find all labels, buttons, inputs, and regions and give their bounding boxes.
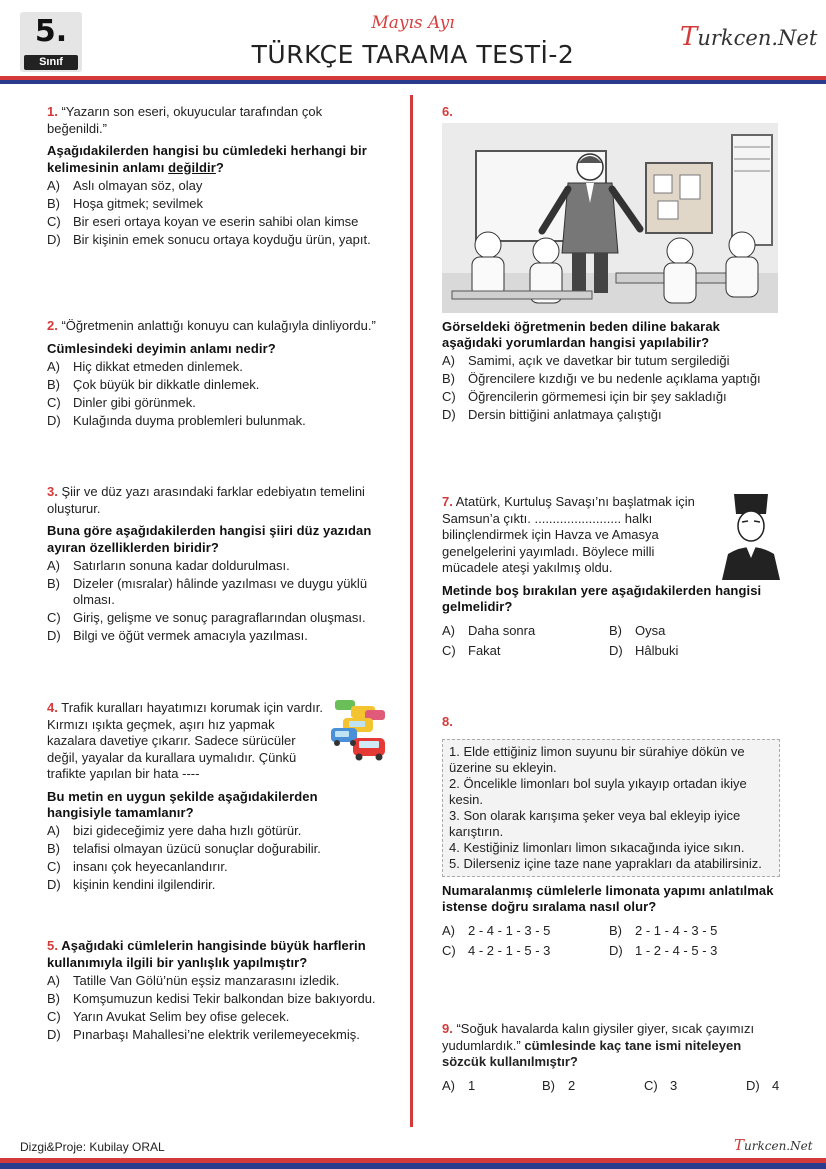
question-prompt: Bu metin en uygun şekilde aşağıdakilerden hangisiyle tamamlanır?: [47, 788, 318, 820]
option-d[interactable]: D) Bir kişinin emek sonucu ortaya koyduğu ürün, yapıt.: [47, 231, 371, 247]
option-a[interactable]: A) Tatille Van Gölü’nün eşsiz manzarasını izledik.: [47, 972, 340, 988]
option-b[interactable]: B) Öğrencilere kızdığı ve bu nedenle açıklama yaptığı: [442, 371, 761, 386]
option-d[interactable]: D) Pınarbaşı Mahallesi’ne elektrik verilemeyecekmiş.: [47, 1026, 360, 1042]
option-d[interactable]: D) kişinin kendini ilgilendirir.: [47, 877, 216, 892]
question-8: [442, 714, 780, 960]
option-b[interactable]: B) Oysa: [609, 623, 666, 638]
column-divider: [410, 95, 413, 1127]
grade-label: Sınıf: [24, 55, 78, 70]
question-prompt: 5. Aşağıdaki cümlelerin hangisinde büyük harflerin kullanımıyla ilgili bir yanlışlık yapılmıştır?: [47, 938, 366, 970]
question-number: 8.: [442, 714, 453, 729]
footer-credit: Dizgi&Proje: Kubilay ORAL: [20, 1140, 165, 1154]
option-b[interactable]: B) telafisi olmayan üzücü sonuçlar doğurabilir.: [47, 841, 321, 856]
footer-band-blue: [0, 1163, 826, 1169]
question-stem: “Öğretmenin anlattığı konuyu can kulağıyla dinliyordu.”: [61, 318, 376, 333]
option-c[interactable]: C) Bir eseri ortaya koyan ve eserin sahibi olan kimse: [47, 213, 359, 229]
option-b[interactable]: B) Hoşa gitmek; sevilmek: [47, 195, 204, 211]
option-c[interactable]: C) Öğrencilerin görmemesi için bir şey sakladığı: [442, 389, 727, 404]
question-stem: Trafik kuralları hayatımızı korumak için vardır. Kırmızı ışıkta geçmek, aşırı hız yapmak kazalara davetiye çıkarır. Sadece sürücüler değil, yayalar da kurallara uymalıdır. Çünkü trafikte yapılan bir hata ----: [47, 700, 323, 781]
option-c[interactable]: C) Dinler gibi görünmek.: [47, 394, 196, 410]
steps-box: [442, 739, 780, 877]
option-d[interactable]: D) Kulağında duyma problemleri bulunmak.: [47, 412, 306, 428]
question-prompt: Metinde boş bırakılan yere aşağıdakilerden hangisi gelmelidir?: [442, 582, 762, 614]
option-c[interactable]: C) Fakat: [442, 643, 501, 658]
page-title: TÜRKÇE TARAMA TESTİ-2: [251, 40, 575, 69]
option-a[interactable]: A) 1: [442, 1078, 476, 1093]
page-header: [0, 0, 826, 88]
option-a[interactable]: A) Samimi, açık ve davetkar bir tutum sergilediği: [442, 353, 730, 368]
option-d[interactable]: D) 4: [746, 1078, 780, 1093]
classroom-illustration: [442, 123, 778, 313]
step-item: 3. Son olarak karışıma şeker veya bal ekleyip iyice karıştırın.: [449, 807, 741, 839]
question-prompt: Buna göre aşağıdakilerden hangisi şiiri düz yazıdan ayıran özelliklerden biridir?: [47, 523, 372, 555]
option-c[interactable]: C) Giriş, gelişme ve sonuç paragraflarından oluşması.: [47, 610, 366, 625]
option-a[interactable]: A) Daha sonra: [442, 623, 536, 638]
option-c[interactable]: C) 4 - 2 - 1 - 5 - 3: [442, 943, 551, 958]
question-number: 6.: [442, 104, 453, 119]
question-prompt: Numaralanmış cümlelerle limonata yapımı anlatılmak istense doğru sıralama nasıl olur?: [442, 882, 774, 914]
option-d[interactable]: D) Dersin bittiğini anlatmaya çalıştığı: [442, 407, 662, 422]
option-b[interactable]: B) 2 - 1 - 4 - 3 - 5: [609, 923, 718, 938]
question-1: [47, 104, 385, 248]
question-number: 5.: [47, 938, 59, 953]
question-7: [442, 494, 780, 660]
site-logo: Turkcen.Net: [680, 22, 818, 52]
question-number: 4.: [47, 700, 58, 715]
option-a[interactable]: A) bizi gideceğimiz yere daha hızlı götürür.: [47, 823, 302, 838]
header-band-blue: [0, 80, 826, 84]
question-number: 2.: [47, 318, 58, 333]
question-stem: Şiir ve düz yazı arasındaki farklar edebiyatın temelini oluşturur.: [47, 484, 365, 516]
option-b[interactable]: B) Komşumuzun kedisi Tekir balkondan bize bakıyordu.: [47, 990, 376, 1006]
ataturk-portrait-image: [722, 488, 780, 580]
option-c[interactable]: C) 3: [644, 1078, 678, 1093]
question-prompt: Aşağıdakilerden hangisi bu cümledeki herhangi bir kelimesinin anlamı değildir?: [47, 143, 367, 175]
traffic-cars-icon: [329, 696, 387, 762]
question-prompt: Cümlesindeki deyimin anlamı nedir?: [47, 340, 276, 356]
grade-number: 5.: [34, 14, 68, 49]
step-item: 5. Dilerseniz içine taze nane yaprakları da atabilirsiniz.: [449, 855, 762, 871]
question-6: [442, 104, 780, 424]
option-a[interactable]: A) Aslı olmayan söz, olay: [47, 177, 203, 193]
option-b[interactable]: B) 2: [542, 1078, 576, 1093]
question-prompt: cümlesinde kaç tane ismi niteleyen sözcük kullanılmıştır?: [442, 1037, 742, 1069]
option-c[interactable]: C) insanı çok heyecanlandırır.: [47, 859, 228, 874]
question-stem: “Soğuk havalarda kalın giysiler giyer, sıcak çayımızı yudumlardık.”: [442, 1021, 755, 1053]
question-4: [47, 700, 385, 894]
question-3: [47, 484, 385, 645]
question-number: 7.: [442, 494, 453, 509]
question-prompt: Görseldeki öğretmenin beden diline bakarak aşağıdaki yorumlardan hangisi yapılabilir?: [442, 318, 721, 350]
option-a[interactable]: A) Satırların sonuna kadar doldurulması.: [47, 557, 290, 573]
option-a[interactable]: A) Hiç dikkat etmeden dinlemek.: [47, 358, 243, 374]
page-subtitle: Mayıs Ayı: [371, 13, 455, 33]
step-item: 1. Elde ettiğiniz limon suyunu bir sürahiye dökün ve üzerine su ekleyin.: [449, 743, 745, 775]
question-5: [47, 938, 385, 1043]
question-number: 3.: [47, 484, 58, 499]
footer-logo: Turkcen.Net: [734, 1136, 813, 1154]
question-2: [47, 318, 385, 429]
question-9: [442, 1021, 780, 1095]
step-item: 2. Öncelikle limonları bol suyla yıkayıp ortadan ikiye kesin.: [449, 775, 747, 807]
step-item: 4. Kestiğiniz limonları limon sıkacağında iyice sıkın.: [449, 839, 745, 855]
option-d[interactable]: D) Bilgi ve öğüt vermek amacıyla yazılması.: [47, 628, 308, 643]
option-d[interactable]: D) Hâlbuki: [609, 643, 679, 658]
question-number: 1.: [47, 104, 58, 119]
option-b[interactable]: B) Dizeler (mısralar) hâlinde yazılması ve duygu yüklü olması.: [47, 575, 368, 607]
question-stem: “Yazarın son eseri, okuyucular tarafından çok beğenildi.”: [47, 104, 323, 136]
option-c[interactable]: C) Yarın Avukat Selim bey ofise gelecek.: [47, 1008, 290, 1024]
question-stem: Atatürk, Kurtuluş Savaşı’nı başlatmak için Samsun’a çıktı. ........................ halkı bilinçlendirmek için Havza ve Amasya genelgelerini yayımladı. Böylece milli mücadele ateşi yakılmış oldu.: [442, 494, 695, 575]
option-d[interactable]: D) 1 - 2 - 4 - 5 - 3: [609, 943, 718, 958]
question-number: 9.: [442, 1021, 453, 1036]
option-b[interactable]: B) Çok büyük bir dikkatle dinlemek.: [47, 376, 260, 392]
option-a[interactable]: A) 2 - 4 - 1 - 3 - 5: [442, 923, 551, 938]
